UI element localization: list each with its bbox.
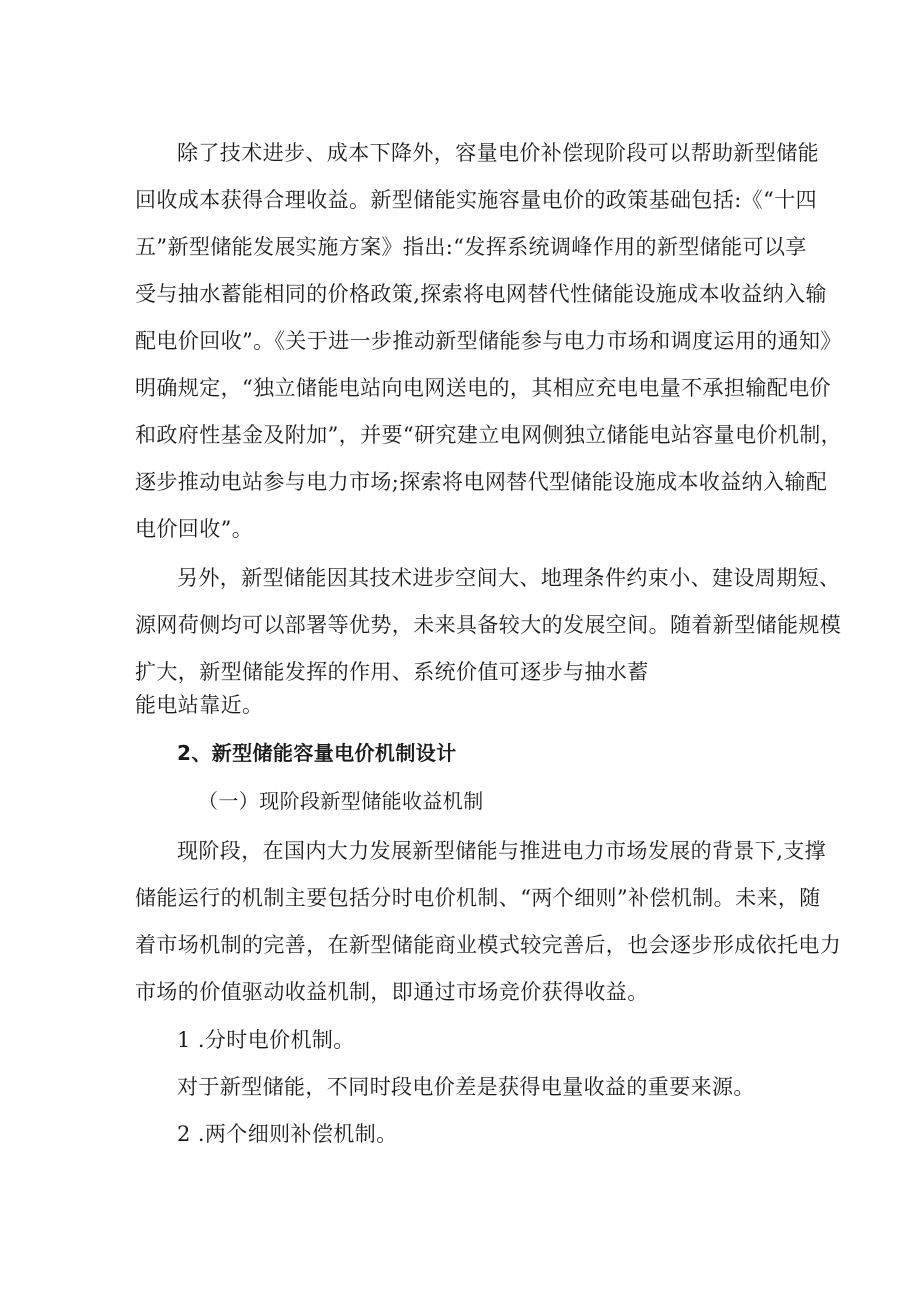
- paragraph-1-line-9: 电价回收”。: [135, 517, 254, 541]
- paragraph-1-line-1: 除了技术进步、成本下降外，容量电价补偿现阶段可以帮助新型储能: [177, 141, 819, 165]
- paragraph-1-line-6: 明确规定，“独立储能电站向电网送电的，其相应充电电量不承担输配电价: [135, 376, 831, 400]
- list-item-1-text: 对于新型储能，不同时段电价差是获得电量收益的重要来源。: [177, 1075, 755, 1099]
- section-heading-2: 2、新型储能容量电价机制设计: [177, 741, 457, 765]
- paragraph-1-line-3: 五”新型储能发展实施方案》指出:“发挥系统调峰作用的新型储能可以享: [135, 235, 807, 259]
- list-item-1-title: 1 .分时电价机制。: [177, 1028, 355, 1052]
- paragraph-1-line-8: 逐步推动电站参与电力市场;探索将电网替代型储能设施成本收益纳入输配: [135, 470, 828, 494]
- subsection-heading-1: （一）现阶段新型储能收益机制: [198, 789, 484, 813]
- paragraph-3-line-3: 着市场机制的完善，在新型储能商业模式较完善后，也会逐步形成依托电力: [135, 933, 842, 957]
- paragraph-1-line-4: 受与抽水蓄能相同的价格政策,探索将电网替代性储能设施成本收益纳入输: [135, 282, 827, 306]
- list-item-2-title: 2 .两个细则补偿机制。: [177, 1122, 398, 1146]
- paragraph-1-line-7: 和政府性基金及附加”，并要“研究建立电网侧独立储能电站容量电价机制，: [135, 423, 843, 447]
- paragraph-1-line-5: 配电价回收”。《关于进一步推动新型储能参与电力市场和调度运用的通知》: [135, 329, 842, 353]
- paragraph-3-line-4: 市场的价值驱动收益机制，即通过市场竞价获得收益。: [135, 980, 649, 1004]
- paragraph-2-line-3: 扩大，新型储能发挥的作用、系统价值可逐步与抽水蓄: [135, 660, 649, 684]
- paragraph-3-line-1: 现阶段，在国内大力发展新型储能与推进电力市场发展的背景下,支撑: [177, 839, 827, 863]
- paragraph-2-line-1: 另外，新型储能因其技术进步空间大、地理条件约束小、建设周期短、: [177, 566, 841, 590]
- paragraph-1-line-2: 回收成本获得合理收益。新型储能实施容量电价的政策基础包括:《“十四: [135, 188, 818, 212]
- paragraph-2-line-4: 能电站靠近。: [135, 693, 264, 717]
- paragraph-2-line-2: 源网荷侧均可以部署等优势，未来具备较大的发展空间。随着新型储能规模: [135, 613, 842, 637]
- paragraph-3-line-2: 储能运行的机制主要包括分时电价机制、“两个细则”补偿机制。未来，随: [135, 886, 821, 910]
